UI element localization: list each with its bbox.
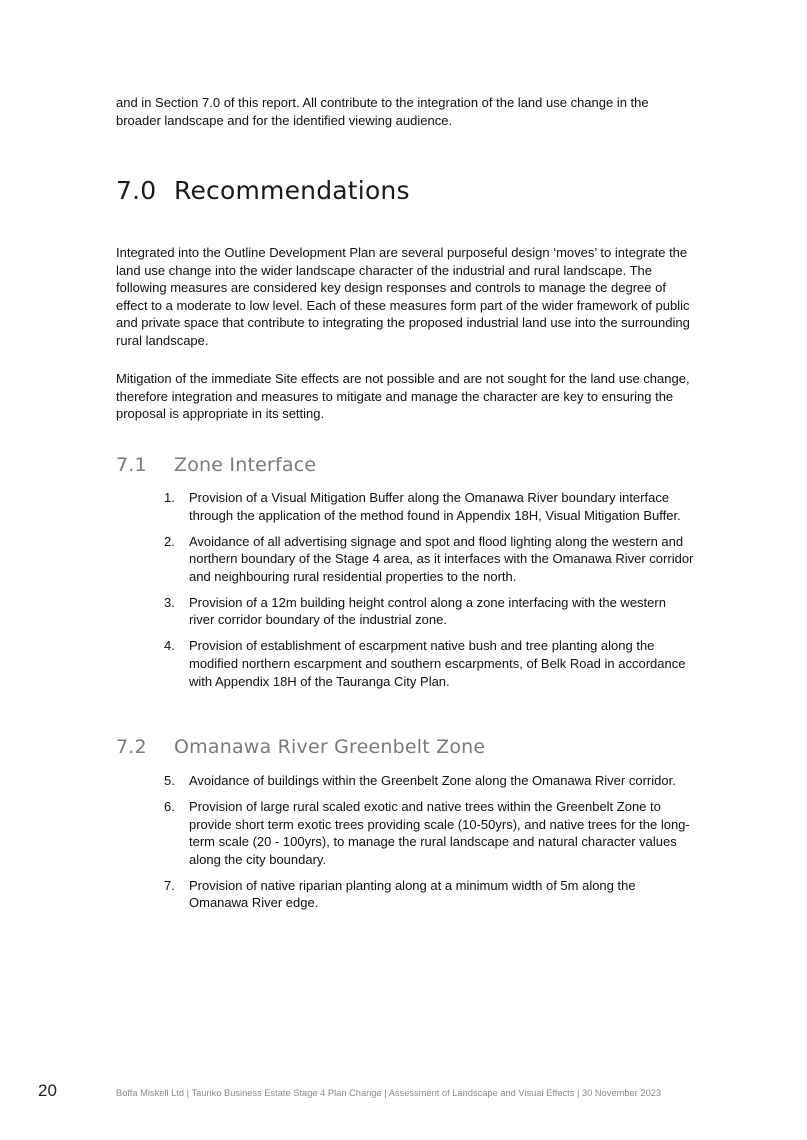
subsection-title: Zone Interface — [174, 454, 317, 476]
list-item-number: 3. — [164, 594, 175, 610]
list-item-text: Provision of native riparian planting along at a minimum width of 5m along the Omanawa River edge. — [189, 877, 636, 911]
list-item-number: 2. — [164, 533, 175, 549]
intro-paragraph: and in Section 7.0 of this report. All contribute to the integration of the land use change in the broader landscape and for the identified viewing audience. — [116, 95, 649, 128]
list-item — [164, 533, 694, 586]
subsection-number: 7.2 — [116, 736, 147, 758]
recommendations-paragraph-1: Integrated into the Outline Development Plan are several purposeful design ‘moves’ to integrate the land use change into the wider landscape character of the industrial and rural landscape. The following measures are considered key design responses and controls to manage the degree of effect to a moderate to low level. Each of these measures form part of the wider framework of public and private space that contribute to integrating the proposed industrial land use into the surrounding rural landscape. — [116, 245, 690, 348]
subsection-number: 7.1 — [116, 454, 147, 476]
section-title: Recommendations — [174, 176, 410, 205]
list-item-text: Provision of establishment of escarpment native bush and tree planting along the modified northern escarpment and southern escarpments, of Belk Road in accordance with Appendix 18H of the Tauranga City Plan. — [189, 638, 686, 689]
list-item-text: Provision of a Visual Mitigation Buffer along the Omanawa River boundary interface through the application of the method found in Appendix 18H, Visual Mitigation Buffer. — [189, 490, 681, 523]
list-item-number: 1. — [164, 490, 175, 505]
list-item-number: 7. — [164, 877, 175, 893]
greenbelt-zone-list — [164, 772, 694, 920]
page-number: 20 — [38, 1081, 57, 1100]
recommendations-paragraph-2: Mitigation of the immediate Site effects are not possible and are not sought for the land use change, therefore integration and measures to mitigate and manage the character are key to ensuring the proposal is appropriate in its setting. — [116, 371, 690, 422]
list-item-text: Avoidance of buildings within the Greenbelt Zone along the Omanawa River corridor. — [189, 773, 676, 788]
list-item — [164, 772, 694, 790]
list-item-number: 6. — [164, 798, 175, 814]
subsection-heading-zone-interface — [116, 454, 316, 476]
list-item — [164, 637, 694, 690]
list-item-number: 4. — [164, 638, 175, 654]
list-item — [164, 798, 694, 868]
list-item-text: Provision of large rural scaled exotic and native trees within the Greenbelt Zone to provide short term exotic trees providing scale (10-50yrs), and native trees for the long-term scale (20 - 100yrs), to manage the rural landscape and natural character values along the city boundary. — [189, 798, 690, 867]
list-item-number: 5. — [164, 773, 175, 788]
list-item — [164, 489, 694, 524]
list-item-text: Provision of a 12m building height control along a zone interfacing with the western river corridor boundary of the industrial zone. — [189, 594, 666, 628]
zone-interface-list — [164, 489, 694, 699]
subsection-heading-greenbelt-zone — [116, 736, 485, 758]
subsection-title: Omanawa River Greenbelt Zone — [174, 736, 486, 758]
list-item — [164, 594, 694, 629]
list-item-text: Avoidance of all advertising signage and spot and flood lighting along the western and northern boundary of the Stage 4 area, as it interfaces with the Omanawa River corridor and neighbouring rural residential properties to the north. — [189, 533, 694, 584]
section-heading — [116, 176, 410, 205]
section-number: 7.0 — [116, 176, 157, 205]
list-item — [164, 877, 694, 912]
footer-text: Boffa Miskell Ltd | Tauriko Business Estate Stage 4 Plan Change | Assessment of Landscape and Visual Effects | 30 November 2023 — [116, 1088, 662, 1098]
